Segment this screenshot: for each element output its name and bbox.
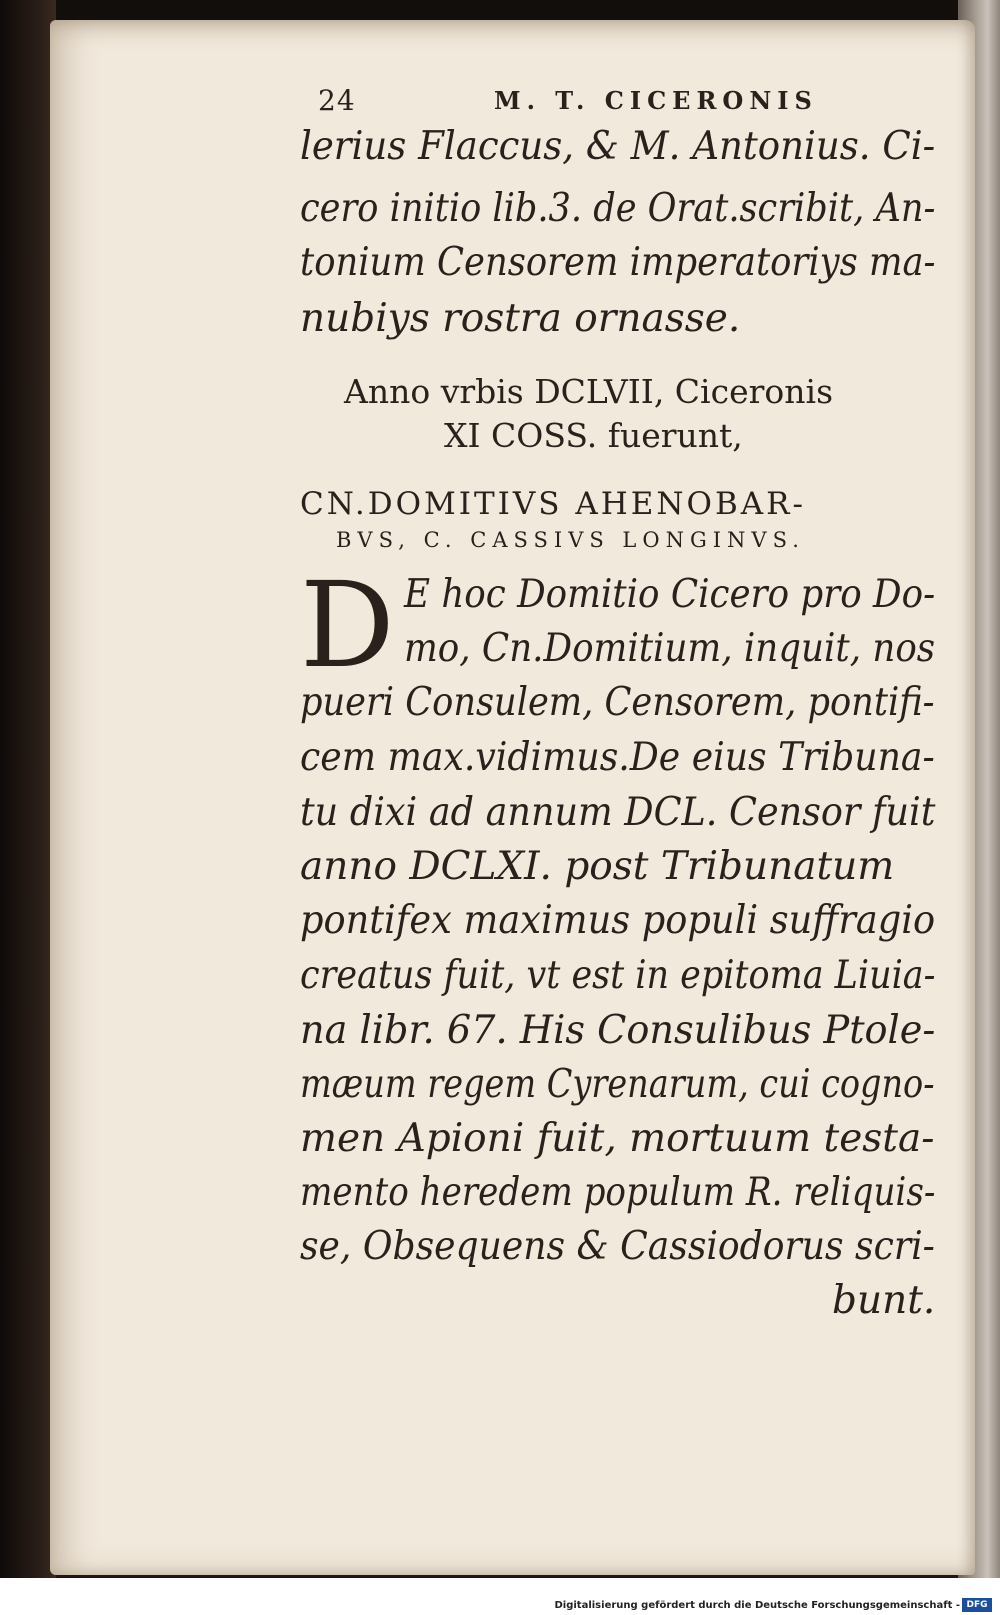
scan-left-edge <box>0 0 56 1615</box>
text-line: nubiys rostra ornasse. <box>300 296 741 341</box>
text-line: mento heredem populum R. reliquis- <box>300 1170 936 1215</box>
running-title: M. T. CICERONIS <box>494 86 818 115</box>
text-line: lerius Flaccus, & M. Antonius. Ci- <box>300 124 936 169</box>
text-line: se, Obsequens & Cassiodorus scri- <box>300 1224 935 1269</box>
text-line: mæum regem Cyrenarum, cui cogno- <box>300 1062 935 1107</box>
text-line: tu dixi ad annum DCL. Censor fuit <box>300 790 936 835</box>
text-line: mo, Cn.Domitium, inquit, nos <box>404 626 936 671</box>
page-number: 24 <box>318 84 356 117</box>
text-line: bunt. <box>832 1278 936 1323</box>
dfg-logo: DFG <box>962 1598 992 1612</box>
scan-top-edge <box>0 0 1000 22</box>
consuls-heading: CN.DOMITIVS AHENOBAR- <box>300 486 806 522</box>
text-line: tonium Censorem imperatoriys ma- <box>300 240 936 285</box>
text-line: pontifex maximus populi suffragio <box>300 898 936 943</box>
text-line: creatus fuit, vt est in epitoma Liuia- <box>300 953 936 998</box>
footer-credit: Digitalisierung gefördert durch die Deutsche Forschungsgemeinschaft - <box>554 1600 960 1611</box>
text-line: men Apioni fuit, mortuum testa- <box>300 1116 935 1161</box>
text-line: na libr. 67. His Consulibus Ptole- <box>300 1008 936 1053</box>
drop-cap: D <box>300 556 395 694</box>
text-line: pueri Consulem, Censorem, pontifi- <box>300 680 935 725</box>
intro-line: XI COSS. fuerunt, <box>444 416 743 455</box>
text-line: E hoc Domitio Cicero pro Do- <box>404 572 936 617</box>
text-line: cero initio lib.3. de Orat.scribit, An- <box>300 186 936 231</box>
text-line: anno DCLXI. post Tribunatum <box>300 844 895 889</box>
consuls-heading-continued: BVS, C. CASSIVS LONGINVS. <box>336 528 805 552</box>
text-line: cem max.vidimus.De eius Tribuna- <box>300 735 935 780</box>
intro-line: Anno vrbis DCLVII, Ciceronis <box>344 372 834 411</box>
